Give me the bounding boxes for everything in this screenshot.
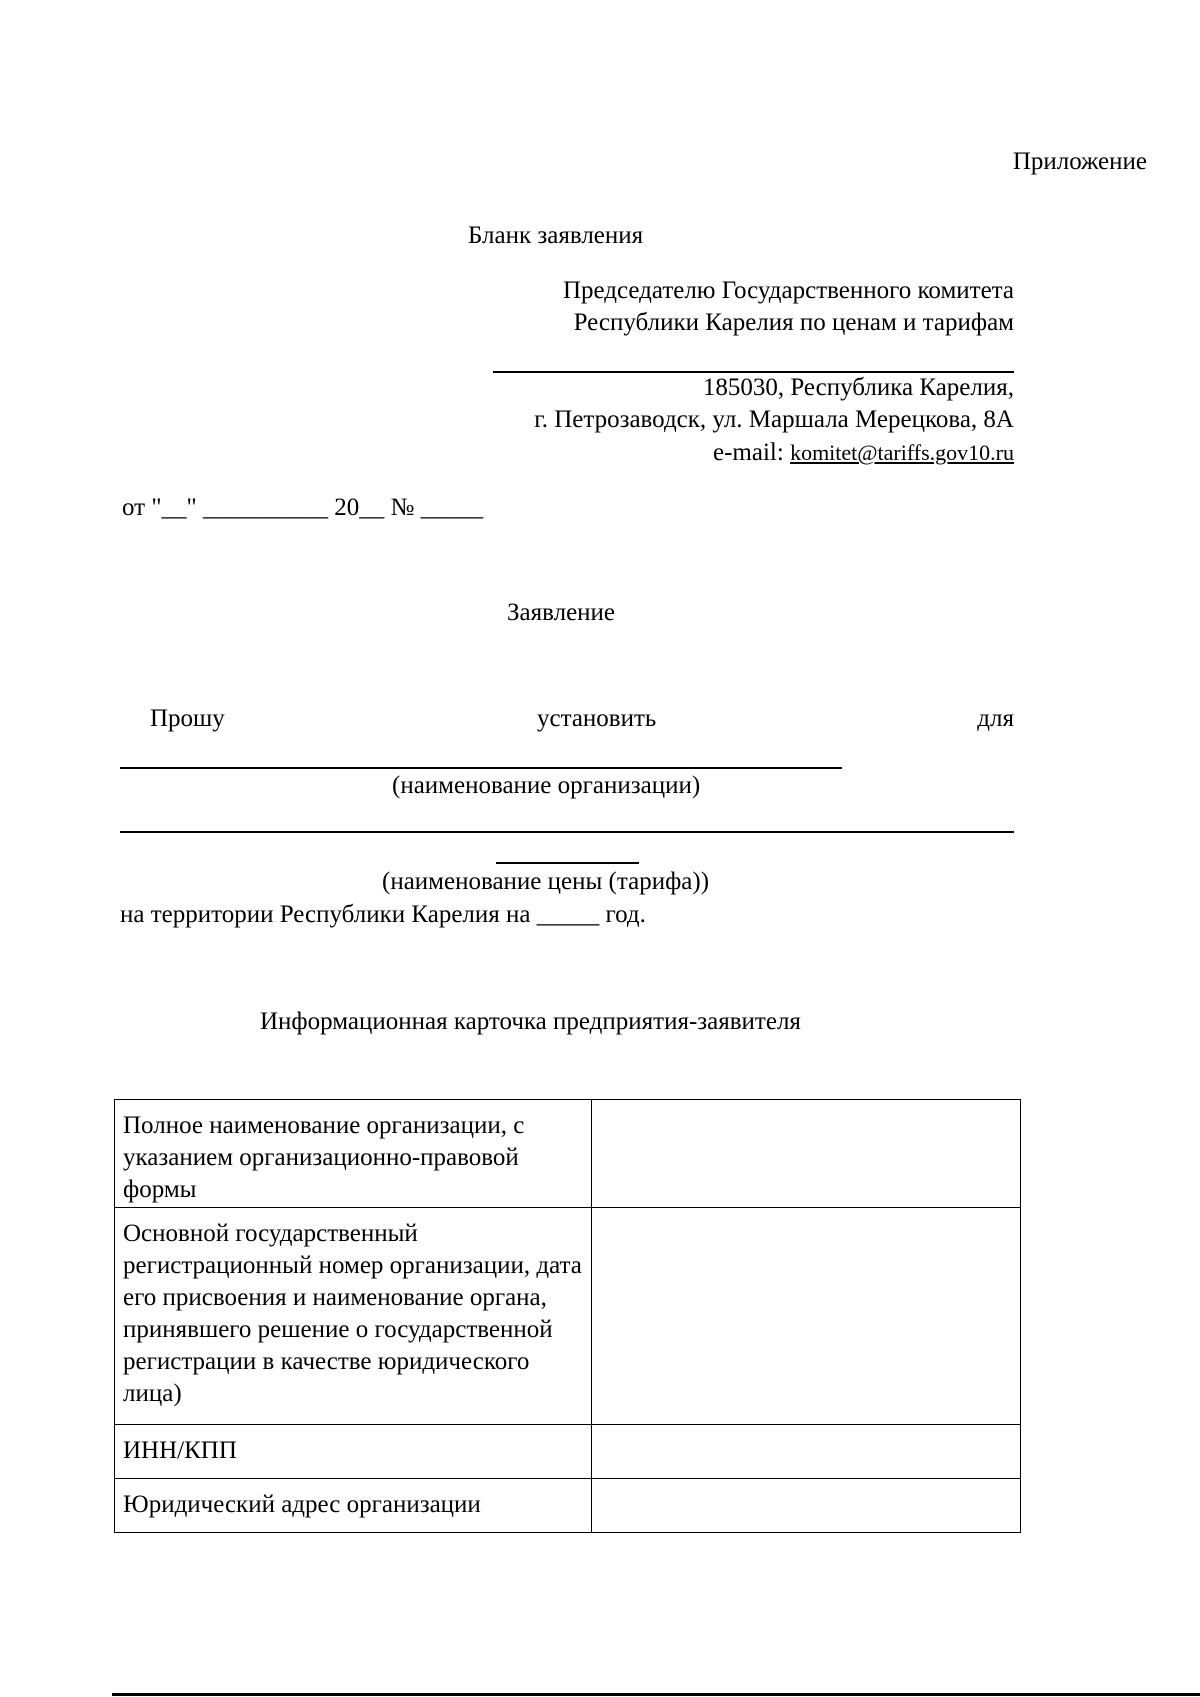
row-value-cell[interactable] [592, 1208, 1021, 1425]
organization-name-blank[interactable] [120, 767, 842, 769]
table-row [115, 1100, 1021, 1208]
addressee-line-1: Председателю Государственного комитета [562, 277, 1014, 304]
table-row [115, 1425, 1021, 1479]
territory-year-line: на территории Республики Карелия на _____ год. [120, 901, 646, 928]
appendix-label: Приложение [1012, 148, 1147, 175]
date-number-line: от "__" __________ 20__ № _____ [122, 494, 484, 521]
row-value-cell[interactable] [592, 1425, 1021, 1479]
statement-word-for: для [977, 705, 1014, 732]
table-row [115, 1479, 1021, 1533]
row-value-cell[interactable] [592, 1479, 1021, 1533]
address-line-2: г. Петрозаводск, ул. Маршала Мерецкова, 8А [534, 406, 1014, 433]
tariff-name-blank[interactable] [120, 831, 1014, 833]
page-bottom-rule [112, 1693, 1200, 1696]
addressee-name-blank[interactable] [493, 371, 1014, 373]
statement-word-establish: установить [537, 705, 657, 732]
organization-name-caption: (наименование организации) [392, 772, 701, 799]
row-label: ИНН/КПП [115, 1425, 592, 1479]
row-label: Основной государственный регистрационный номер организации, дата его присвоения и наименование органа, принявшего решение о государственной регистрации в качестве юридического лица) [115, 1208, 592, 1425]
row-value-cell[interactable] [592, 1100, 1021, 1208]
statement-word-request: Прошу [150, 705, 225, 732]
info-card-title: Информационная карточка предприятия-заявителя [260, 1008, 801, 1035]
info-card-table [114, 1099, 1021, 1533]
addressee-line-2: Республики Карелия по ценам и тарифам [573, 309, 1014, 336]
tariff-name-caption: (наименование цены (тарифа)) [382, 868, 710, 895]
row-label: Полное наименование организации, с указанием организационно-правовой формы [115, 1100, 592, 1208]
address-line-1: 185030, Республика Карелия, [702, 374, 1014, 401]
email-link[interactable]: komitet@tariffs.gov10.ru [790, 440, 1014, 465]
table-row [115, 1208, 1021, 1425]
email-row [713, 440, 1014, 465]
tariff-name-blank-continued[interactable] [496, 862, 639, 864]
row-label: Юридический адрес организации [115, 1479, 592, 1533]
email-label: e-mail: [713, 439, 791, 466]
form-title: Бланк заявления [468, 222, 644, 249]
statement-title: Заявление [507, 599, 616, 626]
